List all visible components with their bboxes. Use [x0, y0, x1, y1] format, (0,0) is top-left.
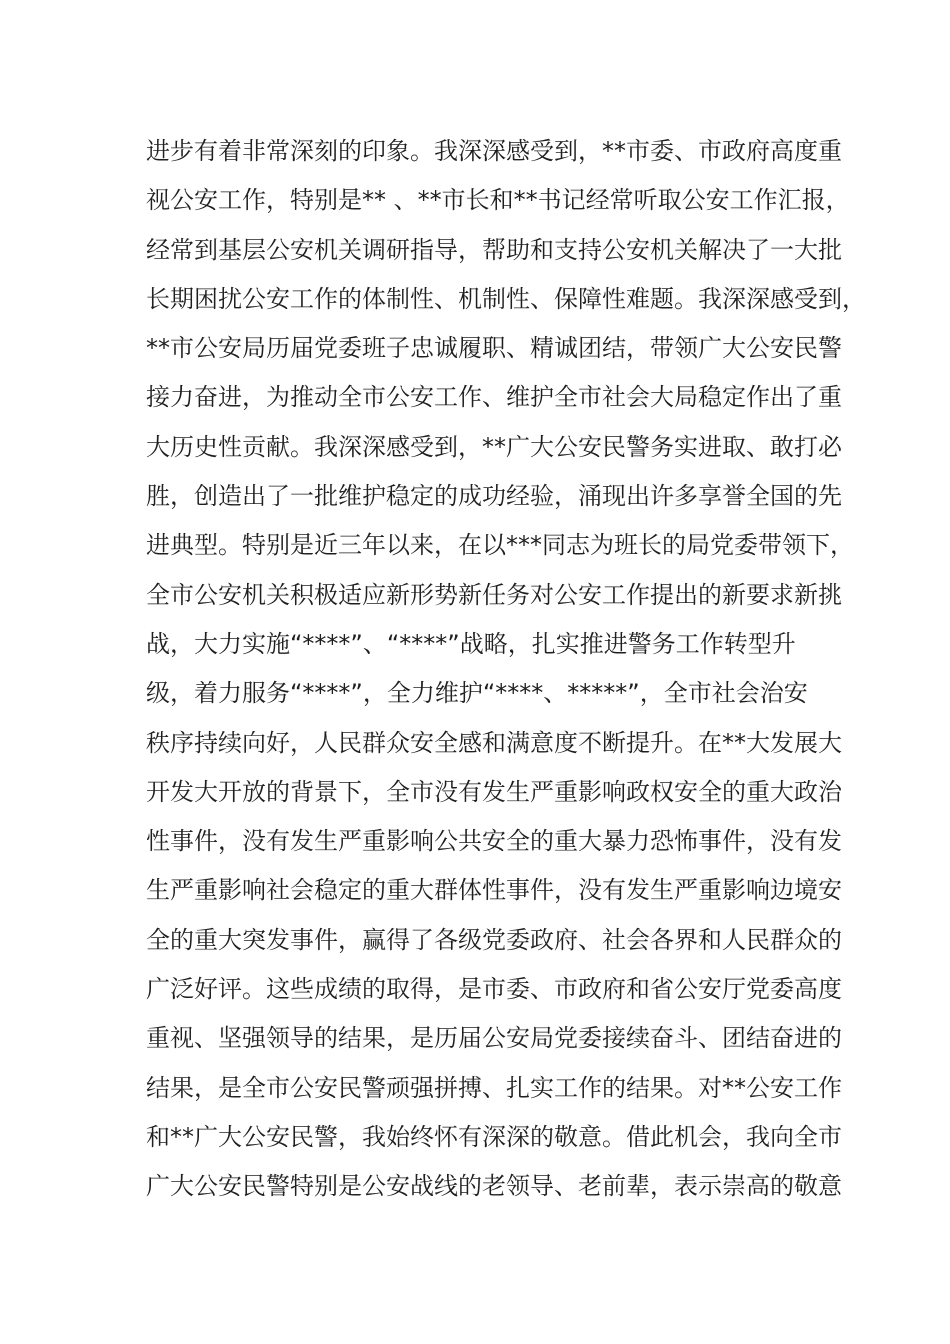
text-line: 秩序持续向好，人民群众安全感和满意度不断提升。在**大发展大	[146, 728, 842, 757]
text-line: 广大公安民警特别是公安战线的老领导、老前辈，表示崇高的敬意	[146, 1172, 842, 1201]
text-line: 广泛好评。这些成绩的取得，是市委、市政府和省公安厅党委高度	[146, 975, 842, 1004]
text-line: 胜，创造出了一批维护稳定的成功经验，涌现出许多享誉全国的先	[146, 482, 842, 511]
text-line: 战，大力实施“****”、“****”战略，扎实推进警务工作转型升	[146, 629, 796, 658]
text-line: 性事件，没有发生严重影响公共安全的重大暴力恐怖事件，没有发	[146, 827, 842, 856]
text-line: 接力奋进，为推动全市公安工作、维护全市社会大局稳定作出了重	[146, 383, 842, 412]
body-text	[146, 127, 866, 1212]
text-line: 开发大开放的背景下，全市没有发生严重影响政权安全的重大政治	[146, 777, 842, 806]
text-line: 经常到基层公安机关调研指导，帮助和支持公安机关解决了一大批	[146, 235, 842, 264]
text-line: 和**广大公安民警，我始终怀有深深的敬意。借此机会，我向全市	[146, 1122, 842, 1151]
text-line: 重视、坚强领导的结果，是历届公安局党委接续奋斗、团结奋进的	[146, 1024, 842, 1053]
text-line: 生严重影响社会稳定的重大群体性事件，没有发生严重影响边境安	[146, 876, 842, 905]
text-line: 级，着力服务“****”，全力维护“****、*****”，全市社会治安	[146, 679, 808, 708]
text-line: 长期困扰公安工作的体制性、机制性、保障性难题。我深深感受到，	[146, 284, 866, 313]
text-line: 全的重大突发事件，赢得了各级党委政府、社会各界和人民群众的	[146, 925, 842, 954]
text-line: 进步有着非常深刻的印象。我深深感受到，**市委、市政府高度重	[146, 137, 842, 165]
text-line: **市公安局历届党委班子忠诚履职、精诚团结，带领广大公安民警	[146, 334, 842, 363]
text-line: 大历史性贡献。我深深感受到，**广大公安民警务实进取、敢打必	[146, 432, 842, 461]
text-line: 结果，是全市公安民警顽强拼搏、扎实工作的结果。对**公安工作	[146, 1073, 842, 1102]
text-line: 进典型。特别是近三年以来，在以***同志为班长的局党委带领下，	[146, 531, 854, 560]
text-line: 视公安工作，特别是** 、**市长和**书记经常听取公安工作汇报，	[146, 186, 850, 215]
text-line: 全市公安机关积极适应新形势新任务对公安工作提出的新要求新挑	[146, 580, 842, 609]
